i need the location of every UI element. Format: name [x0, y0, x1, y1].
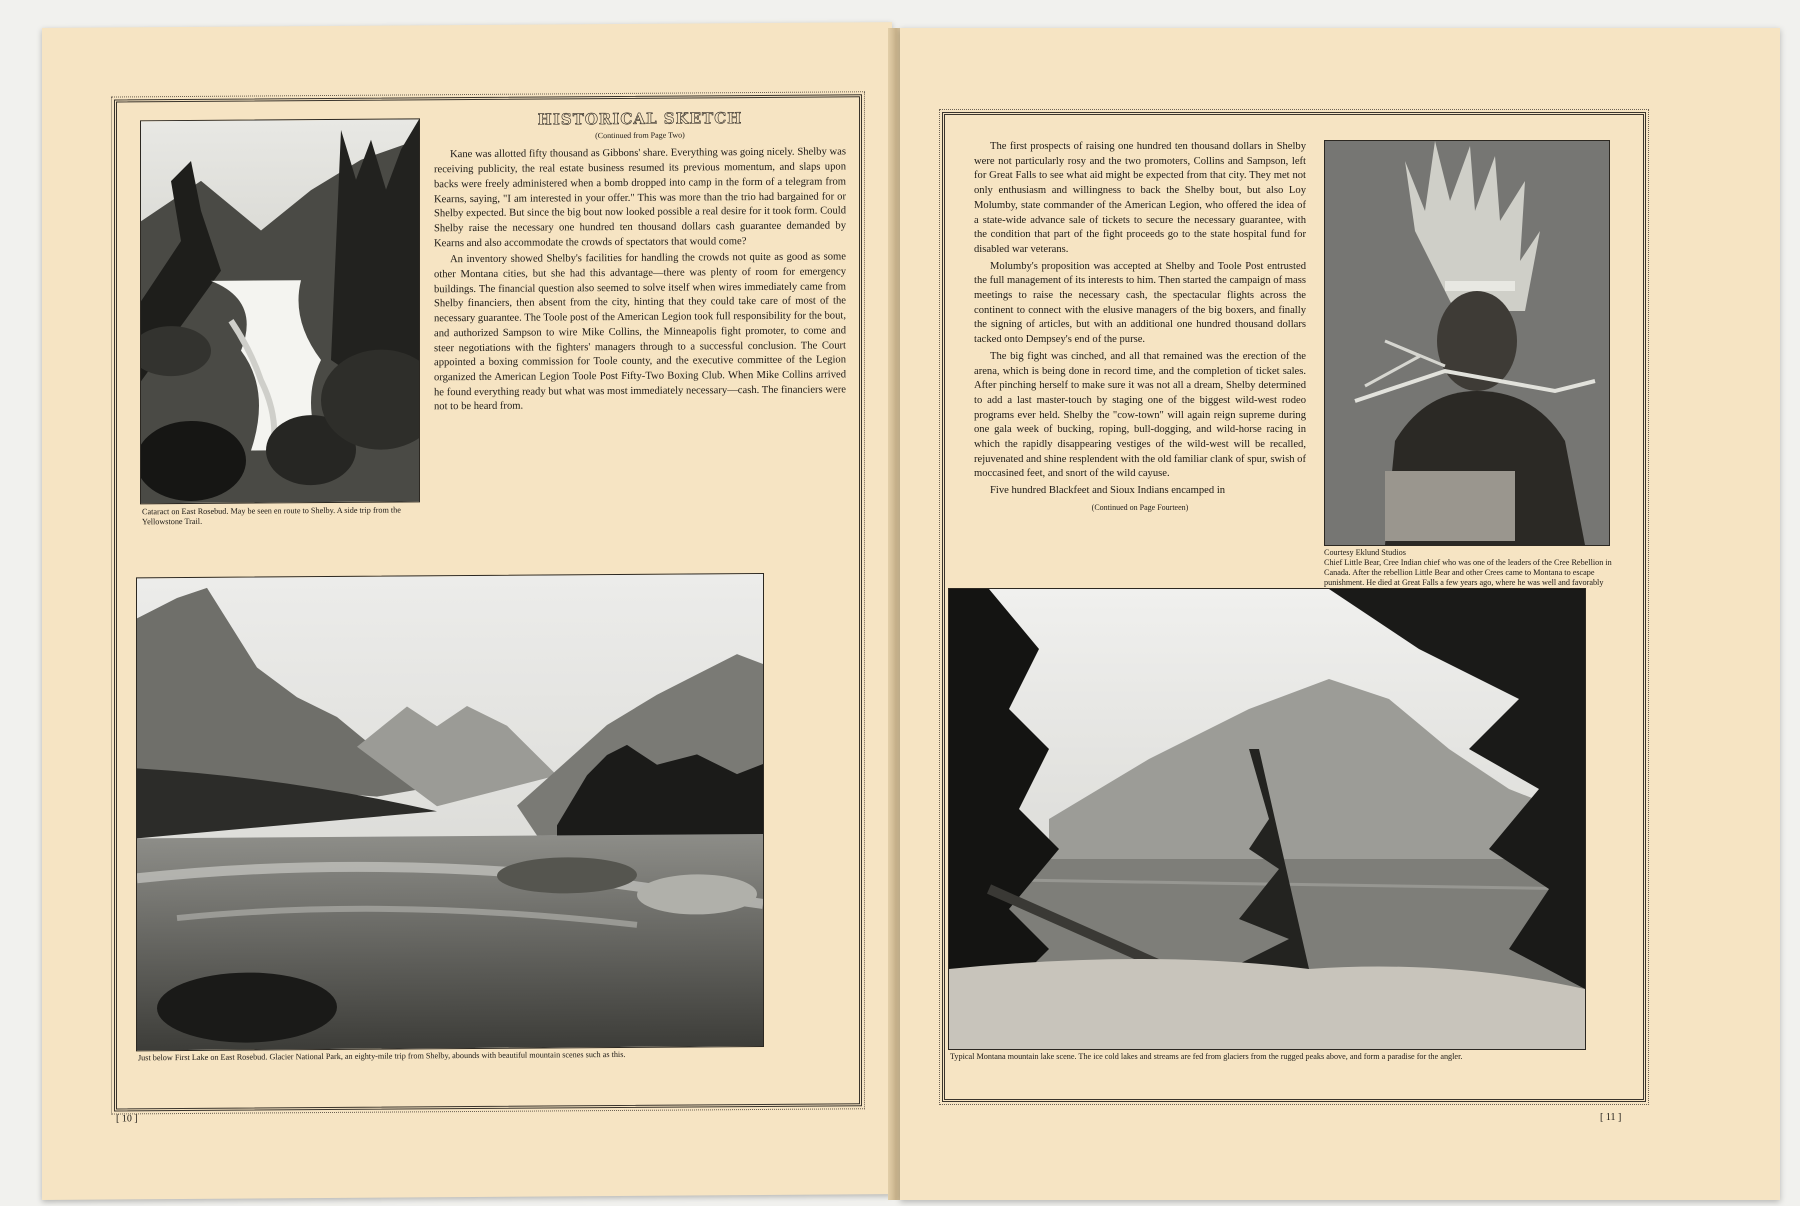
- left-page: [42, 22, 892, 1200]
- right-page-number: [ 11 ]: [1600, 1112, 1622, 1123]
- cataract-caption: [142, 505, 424, 527]
- lake-caption: [950, 1052, 1584, 1062]
- right-page: [900, 28, 1780, 1200]
- chief-caption-text: Chief Little Bear, Cree Indian chief who was one of the leaders of the Cree Rebellion in Canada. After the rebellion Little Bear and other Crees came to Montana to escape punishment. He died at Great Falls a few years ago, where he was well and favorably: [1324, 558, 1612, 587]
- river-photo: [136, 573, 764, 1051]
- left-article: [434, 110, 846, 415]
- cataract-photo: [140, 118, 420, 504]
- left-paragraph: An inventory showed Shelby's facilities for handling the crowds not quite as good as some other Montana cities, but she had this advantage—there was plenty of room for emergency buildings. The financial question also seemed to solve itself when wires immediately came from Shelby financiers, then absent from the city, hinting that they could take care of most of the necessary guarantee. The Toole post of the American Legion took full responsibility for the bout, and authorized Sampson to wire Mike Collins, the Minneapolis fight promoter, to come and steer negotiations with the fighters' managers through to a successful conclusion. The Court appointed a boxing commission for Toole county, and the executive committee of the Legion organized the American Legion Toole Post Fifty-Two Boxing Club. When Mike Collins arrived he found everything ready but what was most immediately necessary—cash. The financiers were not to be heard from.: [434, 251, 846, 413]
- left-paragraph: Kane was allotted fifty thousand as Gibbons' share. Everything was going nicely. Shelby was receiving publicity, the real estate business resumed its previous momentum, and slaps upon backs were freely administered when a bomb dropped into camp in the form of a telegram from Kearns, saying, "I am interested in your offer." This was more than the trio had bargained for or Shelby expected. But since the big bout now looked possible a real desire for it took form. Could Shelby raise the necessary one hundred ten thousand dollars cash guarantee demanded by Kearns and also accommodate the crowds of spectators that would come?: [434, 146, 846, 249]
- right-paragraph: The big fight was cinched, and all that remained was the erection of the arena, which is being done in record time, and the completion of ticket sales. After pinching herself to make sure it was not all a dream, Shelby determined to add a last master-touch by staging one of the biggest wild-west rodeo programs ever held. Shelby the "cow-town" will again reign supreme during one gala week of bucking, roping, bull-dogging, and wild-horse racing in which the rapidly disappearing vestiges of the wild-west will be recalled, rejuvenated and shine resplendent with the old familiar clank of spur, swish of moccasined feet, and snort of the wild cayuse.: [974, 350, 1306, 480]
- article-subtitle: (Continued from Page Two): [595, 130, 685, 140]
- right-paragraph: The first prospects of raising one hundred ten thousand dollars in Shelby were not particularly rosy and the two promoters, Collins and Sampson, left for Great Falls to see what aid might be expected from that city. They met not only enthusiasm and willingness to back the Shelby bout, but also Loy Molumby, state commander of the American Legion, who offered the idea of a state-wide advance sale of tickets to secure the necessary guarantee, with the condition that part of the fight proceeds go to the state hospital fund for disabled war veterans.: [974, 141, 1306, 255]
- article-title: HISTORICAL SKETCH: [537, 109, 743, 129]
- left-page-number: [ 10 ]: [116, 1113, 138, 1125]
- right-paragraph: Five hundred Blackfeet and Sioux Indians encamped in: [990, 485, 1226, 497]
- river-caption-text: Just below First Lake on East Rosebud. Glacier National Park, an eighty-mile trip from Shelby, abounds with beautiful mountain scenes such as this.: [138, 1049, 626, 1063]
- photo-credit: Courtesy Eklund Studios: [1324, 548, 1406, 557]
- continued-note: (Continued on Page Fourteen): [1091, 502, 1189, 512]
- chief-portrait-photo: [1324, 140, 1610, 546]
- lake-caption-text: Typical Montana mountain lake scene. The ice cold lakes and streams are fed from glaciers from the rugged peaks above, and form a paradise for the angler.: [950, 1052, 1463, 1061]
- magazine-spread: [42, 28, 1782, 1200]
- lake-photo: [948, 588, 1586, 1050]
- cataract-caption-text: Cataract on East Rosebud. May be seen en route to Shelby. A side trip from the Yellowstone Trail.: [142, 505, 401, 527]
- right-paragraph: Molumby's proposition was accepted at Shelby and Toole Post entrusted the full management of its interests to him. Then started the campaign of mass meetings to raise the necessary cash, the spectacular flights across the continent to connect with the elusive managers of the big boxers, and finally the signing of articles, but with an additional one hundred thousand dollars tacked onto Dempsey's end of the purse.: [974, 260, 1306, 346]
- right-article: [974, 140, 1306, 520]
